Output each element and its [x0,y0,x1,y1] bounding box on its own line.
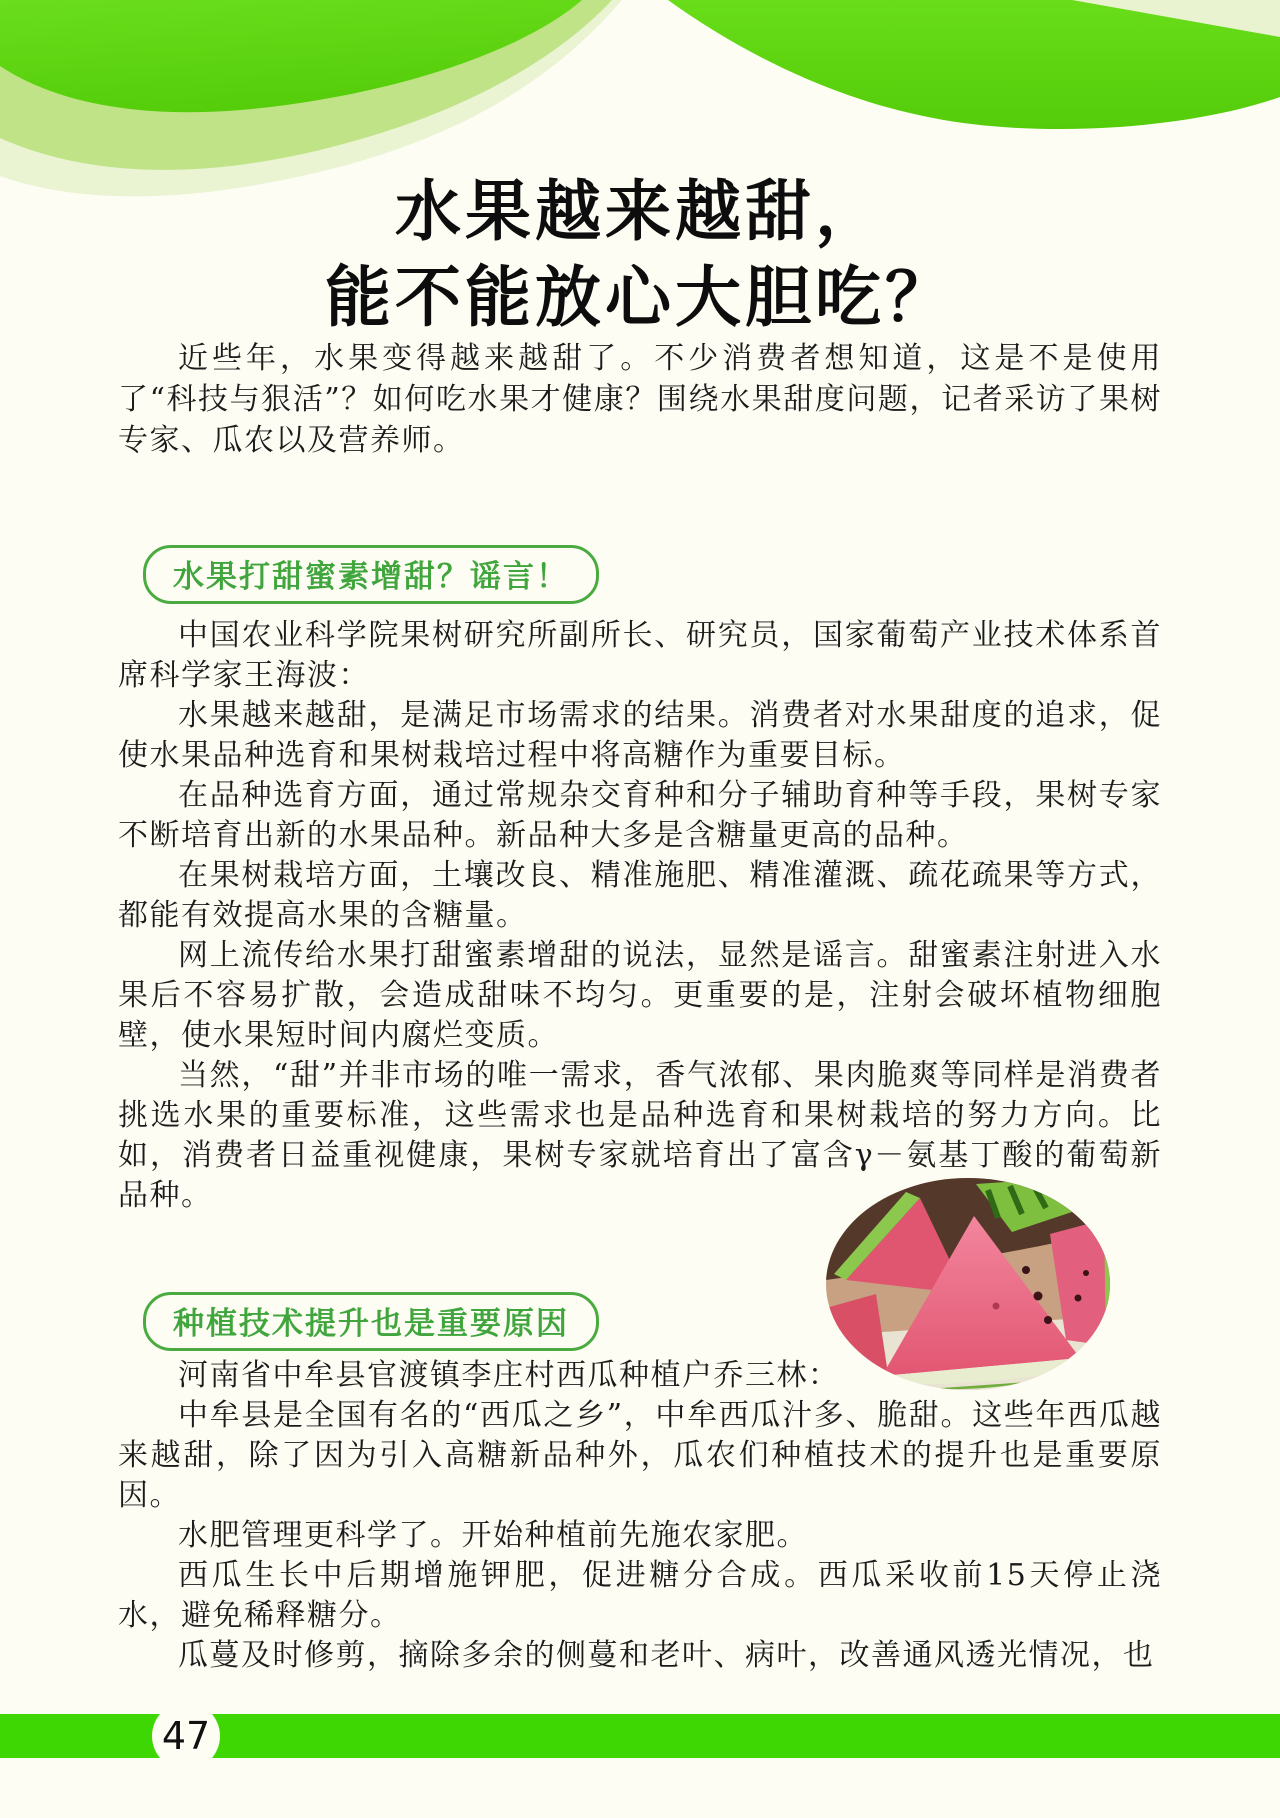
page-number-badge [152,1702,220,1770]
paragraph: 西瓜生长中后期增施钾肥，促进糖分合成。西瓜采收前15天停止浇水，避免稀释糖分。 [118,1558,1162,1633]
paragraph: 在果树栽培方面，土壤改良、精准施肥、精准灌溉、疏花疏果等方式，都能有效提高水果的含糖量。 [118,858,1162,933]
paragraph: 在品种选育方面，通过常规杂交育种和分子辅助育种等手段，果树专家不断培育出新的水果品种。新品种大多是含糖量更高的品种。 [118,778,1162,853]
section2-heading-label: 种植技术提升也是重要原因 [173,1306,569,1342]
section1-body [118,616,1162,1216]
article-title [0,168,1280,340]
paragraph: 水果越来越甜，是满足市场需求的结果。消费者对水果甜度的追求，促使水果品种选育和果树栽培过程中将高糖作为重要目标。 [118,698,1162,773]
paragraph: 中牟县是全国有名的“西瓜之乡”，中牟西瓜汁多、脆甜。这些年西瓜越来越甜，除了因为引入高糖新品种外，瓜农们种植技术的提升也是重要原因。 [118,1398,1162,1513]
page-number: 47 [161,1714,211,1758]
intro-paragraph: 近些年，水果变得越来越甜了。不少消费者想知道，这是不是使用了“科技与狠活”？如何吃水果才健康？围绕水果甜度问题，记者采访了果树专家、瓜农以及营养师。 [118,341,1162,458]
article-title-line1: 水果越来越甜， [395,172,885,250]
intro-paragraph-block [118,338,1162,461]
paragraph: 网上流传给水果打甜蜜素增甜的说法，显然是谣言。甜蜜素注射进入水果后不容易扩散，会造成甜味不均匀。更重要的是，注射会破坏植物细胞壁，使水果短时间内腐烂变质。 [118,938,1162,1053]
paragraph: 当然，“甜”并非市场的唯一需求，香气浓郁、果肉脆爽等同样是消费者挑选水果的重要标准，这些需求也是品种选育和果树栽培的努力方向。比如，消费者日益重视健康，果树专家就培育出了富含γ－氨基丁酸的葡萄新品种。 [118,1058,1162,1213]
paragraph: 水肥管理更科学了。开始种植前先施农家肥。 [178,1518,808,1553]
section1-heading-label: 水果打甜蜜素增甜？谣言！ [173,559,569,595]
section2-heading-pill [143,1292,599,1351]
section1-heading-pill [143,545,599,604]
paragraph: 中国农业科学院果树研究所副所长、研究员，国家葡萄产业技术体系首席科学家王海波： [118,618,1162,693]
section2-body [118,1356,1162,1676]
paragraph: 瓜蔓及时修剪，摘除多余的侧蔓和老叶、病叶，改善通风透光情况，也 [178,1638,1155,1673]
article-title-line2: 能不能放心大胆吃？ [325,258,955,336]
paragraph: 河南省中牟县官渡镇李庄村西瓜种植户乔三林： [178,1358,840,1393]
